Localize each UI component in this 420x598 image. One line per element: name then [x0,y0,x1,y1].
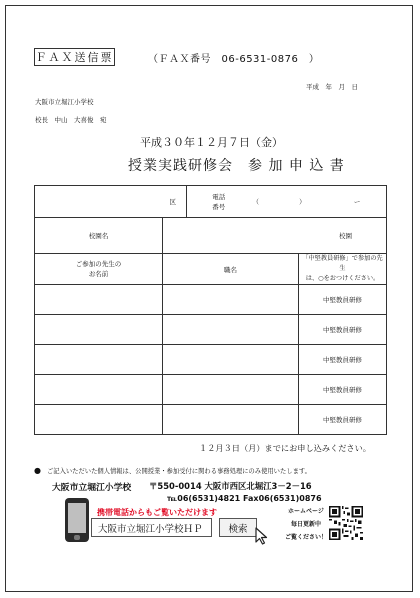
ward-field[interactable] [35,186,187,218]
hp-line-1: ホームページ [288,508,324,515]
teacher-name-field[interactable] [35,405,163,435]
fax-number: （ＦＡＸ番号 06-6531-0876 ） [148,54,320,65]
phone-close-paren: ） [299,198,306,206]
footer-school-name: 大阪市立堀江小学校 [52,483,132,493]
table-row [35,315,387,345]
phone-field[interactable] [251,186,387,218]
event-date: 平成３０年１２月７日（金） [140,136,283,149]
deadline-note: １２月３日（月）までにお申し込みください。 [199,443,371,453]
privacy-note-line [34,466,311,475]
position-field[interactable] [163,315,299,345]
addressee: 校長 中山 大喜俊 宛 [35,116,107,124]
phone-dash: ー [353,198,361,206]
position-field[interactable] [163,285,299,315]
table-row [35,375,387,405]
qr-code-icon[interactable] [329,506,363,540]
school-name-field[interactable] [163,218,387,254]
table-row [35,405,387,435]
form-title: 授業実践研修会 参 加 申 込 書 [128,158,345,174]
teacher-name-field[interactable] [35,285,163,315]
phone-open-paren: （ [252,198,259,206]
homepage-note [281,505,331,544]
school-name-label: 校園名 [35,218,163,254]
privacy-note: ご記入いただいた個人情報は、公開授業・参加受付に関わる事務処理にのみ使用いたします。 [46,468,311,475]
position-header: 職名 [163,254,299,285]
teacher-name-header-line1: ご参加の先生の [75,260,122,268]
footer-tel-fax: ℡06(6531)4821 Fax06(6531)0876 [167,494,322,503]
footer-address: 〒550-0014 大阪市西区北堀江3－2－16 [149,481,312,491]
phone-label-line2: 番号 [212,202,226,211]
teacher-name-field[interactable] [35,315,163,345]
teacher-name-header-line2: お名前 [88,270,109,278]
teacher-name-field[interactable] [35,345,163,375]
ward-label: 区 [169,198,176,206]
teacher-name-field[interactable] [35,375,163,405]
phone-label-line1: 電話 [212,192,226,201]
table-row [35,345,387,375]
training-cell[interactable]: 中堅教員研修 [299,405,387,435]
training-note-line1: 「中堅教員研修」で参加の先生 [302,255,383,272]
table-row [35,285,387,315]
training-note-line2: は、○をおつけください。 [305,275,380,282]
training-note-header [299,254,387,285]
training-cell[interactable]: 中堅教員研修 [299,315,387,345]
position-field[interactable] [163,375,299,405]
school-suffix: 校園 [339,232,352,240]
mobile-phone-icon [65,498,89,542]
training-cell[interactable]: 中堅教員研修 [299,345,387,375]
search-input[interactable]: 大阪市立堀江小学校ＨＰ [91,518,212,537]
hp-line-2: 毎日更新中 [290,521,321,528]
position-field[interactable] [163,405,299,435]
position-field[interactable] [163,345,299,375]
teacher-name-header [35,254,163,285]
search-button[interactable]: 検索 [219,518,257,537]
school-name: 大阪市立堀江小学校 [35,98,94,106]
school-name-row [35,218,387,254]
training-cell[interactable]: 中堅教員研修 [299,285,387,315]
fax-title-box: ＦＡＸ送信票 [34,48,115,66]
cursor-pointer-icon [255,527,269,545]
application-form-table [34,185,387,435]
mobile-note: 携帯電話からもご覧いただけます [97,508,217,517]
date-line: 平成 年 月 日 [306,83,358,91]
training-cell[interactable]: 中堅教員研修 [299,375,387,405]
phone-label [187,186,251,218]
bullet-icon: ● [34,466,41,475]
column-header-row [35,254,387,285]
hp-line-3: ご覧ください！ [284,534,327,541]
ward-phone-row [35,186,387,218]
